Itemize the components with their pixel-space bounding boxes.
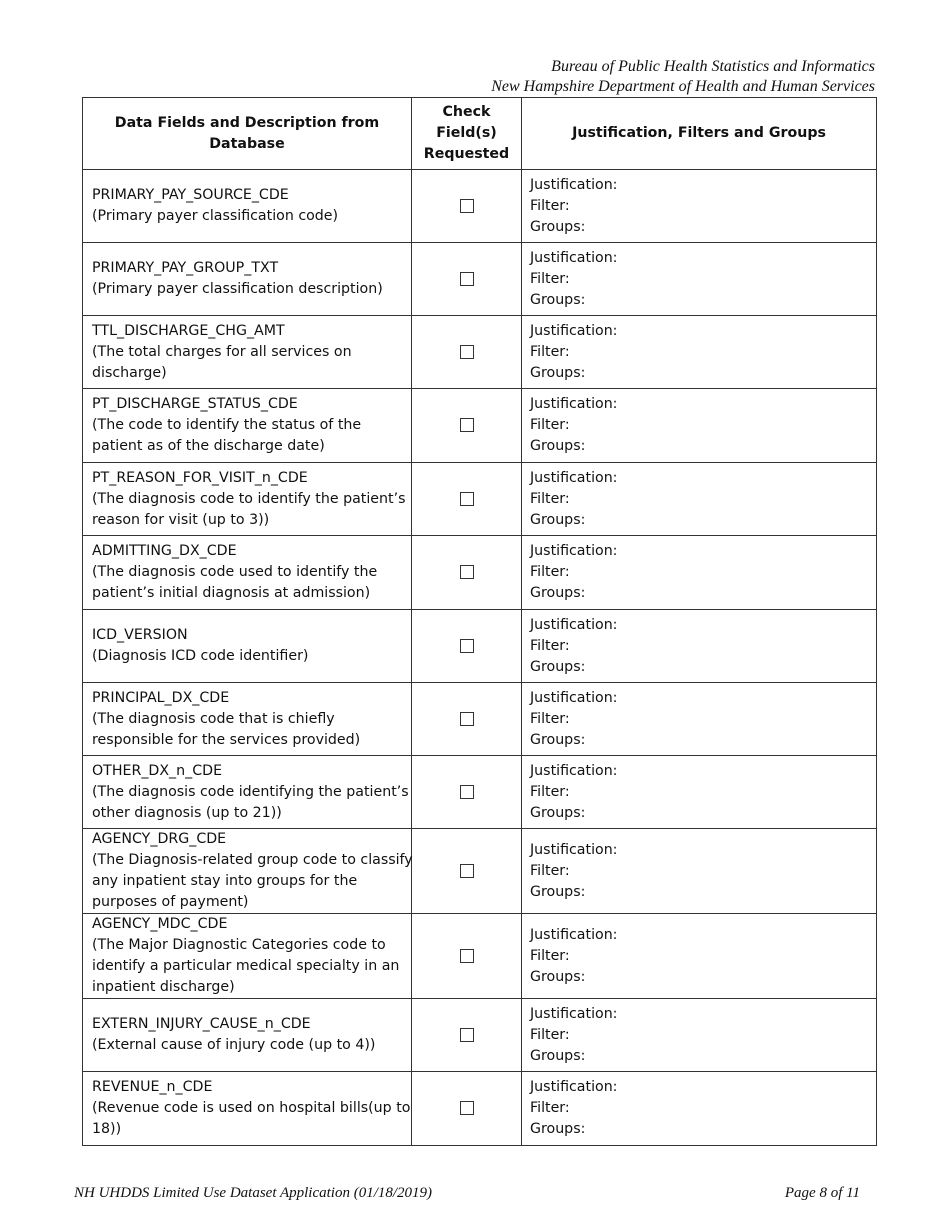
justification-label: Justification: [530,841,618,858]
filter-label: Filter: [530,270,570,287]
field-description-line: (The code to identify the status of the [92,417,362,433]
filter-label: Filter: [530,564,570,580]
groups-label: Groups: [530,1121,586,1137]
justification-cell [522,316,877,389]
field-description-line: other diagnosis (up to 21)) [92,804,282,821]
field-name: PRIMARY_PAY_GROUP_TXT [92,260,279,276]
field-description-line: (Diagnosis ICD code identifier) [92,648,309,664]
field-description-line: 18)) [92,1121,122,1137]
field-description-line: (The diagnosis code to identify the patient’s [92,490,406,507]
justification-cell [522,610,877,683]
justification-cell [522,170,877,243]
filter-label: Filter: [530,637,570,654]
field-requested-checkbox[interactable] [460,785,474,799]
justification-label: Justification: [530,926,618,943]
field-requested-checkbox[interactable] [460,272,474,286]
field-requested-checkbox[interactable] [460,864,474,878]
field-requested-checkbox[interactable] [460,1101,474,1115]
check-cell [412,316,522,389]
field-description-line: (Primary payer classification code) [92,208,339,224]
column-header-check-line: Check [442,104,491,120]
field-name: ICD_VERSION [92,627,188,643]
field-description-cell [83,756,412,829]
column-header-fields: Data Fields and Description from Database [83,98,412,170]
groups-label: Groups: [530,291,586,308]
check-cell [412,389,522,463]
field-name: PRINCIPAL_DX_CDE [92,689,230,706]
groups-label: Groups: [530,804,586,821]
table-row [83,536,877,610]
table-row [83,389,877,463]
column-header-check-line: Requested [423,146,510,162]
table-row [83,756,877,829]
groups-label: Groups: [530,511,586,528]
field-description-cell [83,610,412,683]
field-name: PT_REASON_FOR_VISIT_n_CDE [92,469,308,486]
field-description-line: (The total charges for all services on [92,343,352,360]
groups-label: Groups: [530,658,586,675]
check-cell [412,756,522,829]
field-requested-checkbox[interactable] [460,712,474,726]
check-cell [412,536,522,610]
field-description-cell [83,463,412,536]
check-cell [412,170,522,243]
justification-cell [522,756,877,829]
field-description-cell [83,1072,412,1146]
table-row [83,463,877,536]
field-name: PT_DISCHARGE_STATUS_CDE [92,396,298,412]
justification-cell [522,243,877,316]
column-header-check [412,98,522,170]
field-description-cell [83,914,412,999]
field-description-cell [83,243,412,316]
field-name: AGENCY_DRG_CDE [92,831,227,847]
field-description-line: discharge) [92,364,167,381]
field-requested-checkbox[interactable] [460,199,474,213]
groups-label: Groups: [530,218,586,235]
filter-label: Filter: [530,862,570,879]
justification-cell [522,683,877,756]
filter-label: Filter: [530,197,570,214]
table-row [83,170,877,243]
check-cell [412,914,522,999]
field-requested-checkbox[interactable] [460,639,474,653]
justification-label: Justification: [530,689,618,706]
header-bureau: Bureau of Public Health Statistics and Informatics [551,58,875,75]
check-cell [412,683,522,756]
justification-label: Justification: [530,762,618,779]
field-description-line: (The Major Diagnostic Categories code to [92,937,386,953]
field-name: OTHER_DX_n_CDE [92,762,223,779]
field-name: TTL_DISCHARGE_CHG_AMT [92,322,285,339]
field-description-line: (Revenue code is used on hospital bills(up to [92,1100,411,1116]
field-description-line: inpatient discharge) [92,979,235,995]
justification-label: Justification: [530,1079,618,1095]
field-requested-checkbox[interactable] [460,492,474,506]
field-description-line: patient’s initial diagnosis at admission) [92,585,371,601]
table-header-row [83,98,877,170]
field-description-cell [83,170,412,243]
table-row [83,610,877,683]
justification-label: Justification: [530,396,618,412]
justification-cell [522,914,877,999]
check-cell [412,829,522,914]
field-description-line: patient as of the discharge date) [92,438,325,454]
justification-cell [522,1072,877,1146]
field-description-line: (Primary payer classification description) [92,281,383,297]
field-requested-checkbox[interactable] [460,565,474,579]
groups-label: Groups: [530,731,586,748]
justification-label: Justification: [530,543,618,559]
justification-cell [522,829,877,914]
table-row [83,829,877,914]
table-row [83,683,877,756]
groups-label: Groups: [530,585,586,601]
field-description-cell [83,316,412,389]
filter-label: Filter: [530,417,570,433]
field-requested-checkbox[interactable] [460,1028,474,1042]
justification-label: Justification: [530,1005,618,1022]
field-name: ADMITTING_DX_CDE [92,543,237,559]
filter-label: Filter: [530,490,570,507]
check-cell [412,1072,522,1146]
field-description-line: identify a particular medical specialty in an [92,958,400,974]
filter-label: Filter: [530,783,570,800]
groups-label: Groups: [530,364,586,381]
check-cell [412,243,522,316]
field-description-cell [83,829,412,914]
justification-cell [522,463,877,536]
field-description-cell [83,536,412,610]
page-header [491,57,875,97]
justification-label: Justification: [530,176,618,193]
data-fields-table [82,97,877,1146]
field-requested-checkbox[interactable] [460,345,474,359]
field-description-cell [83,999,412,1072]
check-cell [412,999,522,1072]
field-description-cell [83,683,412,756]
justification-cell [522,536,877,610]
table-row [83,1072,877,1146]
table-row [83,999,877,1072]
footer-document-title: NH UHDDS Limited Use Dataset Application (01/18/2019) [74,1185,433,1201]
field-name: EXTERN_INJURY_CAUSE_n_CDE [92,1016,311,1032]
justification-label: Justification: [530,616,618,633]
groups-label: Groups: [530,1047,586,1064]
groups-label: Groups: [530,883,586,900]
table-row [83,316,877,389]
groups-label: Groups: [530,438,586,454]
field-description-line: (The diagnosis code that is chiefly [92,710,335,727]
justification-label: Justification: [530,322,618,339]
column-header-justification: Justification, Filters and Groups [522,98,877,170]
justification-cell [522,389,877,463]
field-requested-checkbox[interactable] [460,418,474,432]
field-description-line: (The diagnosis code identifying the patient’s [92,783,409,800]
filter-label: Filter: [530,947,570,964]
groups-label: Groups: [530,968,586,985]
justification-label: Justification: [530,469,618,486]
filter-label: Filter: [530,1100,570,1116]
field-description-line: reason for visit (up to 3)) [92,511,270,528]
justification-cell [522,999,877,1072]
field-description-line: (The Diagnosis-related group code to classify [92,852,413,868]
filter-label: Filter: [530,710,570,727]
table-row [83,914,877,999]
footer-page-number: Page 8 of 11 [784,1185,860,1201]
table-row [83,243,877,316]
check-cell [412,610,522,683]
field-description-line: (External cause of injury code (up to 4)) [92,1037,376,1053]
field-name: REVENUE_n_CDE [92,1079,213,1095]
field-name: PRIMARY_PAY_SOURCE_CDE [92,187,289,203]
field-name: AGENCY_MDC_CDE [92,916,228,932]
filter-label: Filter: [530,343,570,360]
field-description-line: any inpatient stay into groups for the [92,873,358,889]
column-header-check-line: Field(s) [436,125,497,141]
field-description-cell [83,389,412,463]
field-description-line: (The diagnosis code used to identify the [92,564,378,580]
justification-label: Justification: [530,249,618,266]
field-description-line: responsible for the services provided) [92,731,361,748]
filter-label: Filter: [530,1026,570,1043]
check-cell [412,463,522,536]
field-description-line: purposes of payment) [92,894,249,910]
header-department: New Hampshire Department of Health and Human Services [491,78,875,95]
field-requested-checkbox[interactable] [460,949,474,963]
